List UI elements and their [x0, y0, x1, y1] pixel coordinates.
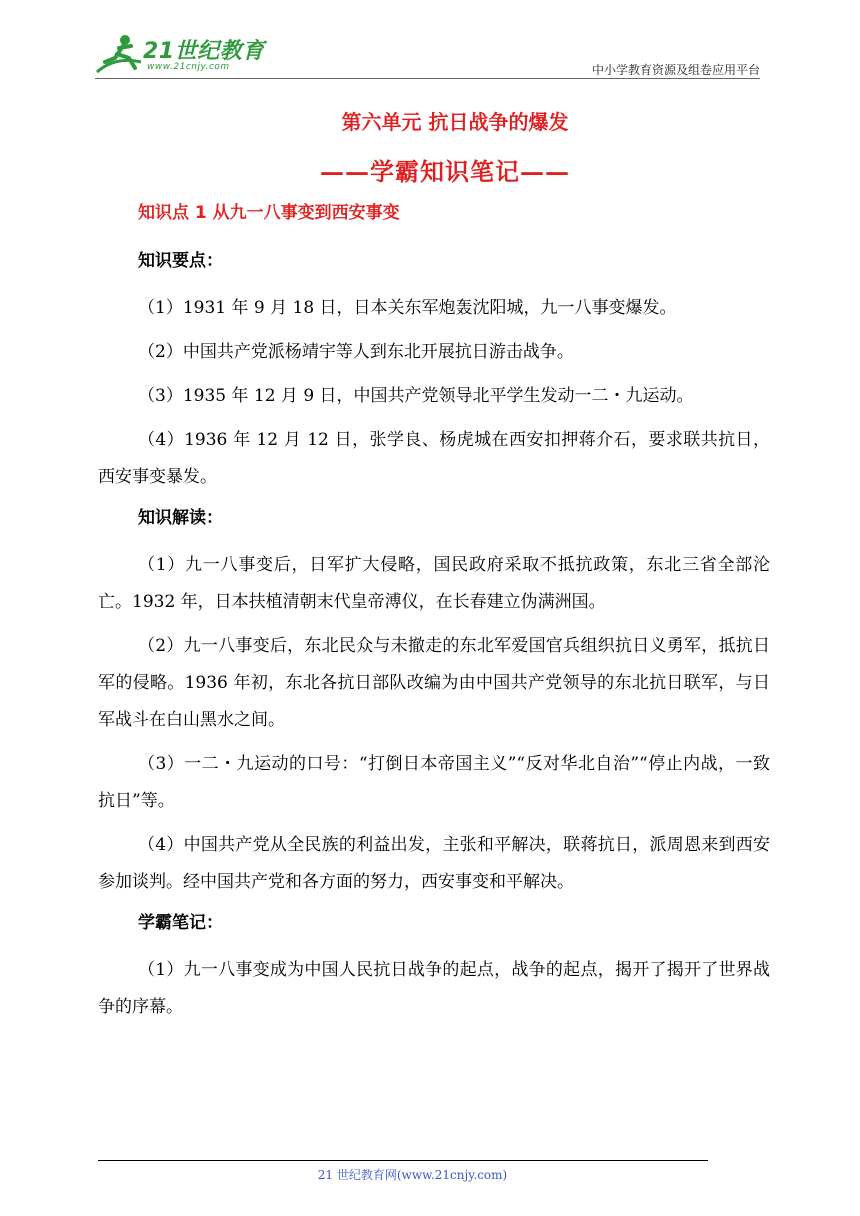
- paragraph: （4）1936 年 12 月 12 日，张学良、杨虎城在西安扣押蒋介石，要求联共抗日，西安事变暴发。: [98, 430, 770, 487]
- document-body: [98, 198, 770, 1033]
- section-key-points: [98, 246, 770, 496]
- paragraph: （2）九一八事变后，东北民众与未撤走的东北军爱国官兵组织抗日义勇军，抵抗日军的侵略。1936 年初，东北各抗日部队改编为由中国共产党领导的东北抗日联军，与日军战斗在白山黑水之间。: [98, 636, 770, 730]
- paragraph: （1）九一八事变后，日军扩大侵略，国民政府采取不抵抗政策，东北三省全部沦亡。1932 年，日本扶植清朝末代皇帝溥仪，在长春建立伪满洲国。: [98, 555, 770, 612]
- logo-url: www.21cnjy.com: [147, 62, 230, 72]
- page-header: [95, 28, 760, 80]
- paragraph: （1）1931 年 9 月 18 日，日本关东军炮轰沈阳城，九一八事变爆发。: [138, 298, 677, 318]
- paragraph: （3）1935 年 12 月 9 日，中国共产党领导北平学生发动一二・九运动。: [138, 386, 694, 406]
- page-title: 第六单元 抗日战争的爆发: [341, 110, 569, 134]
- section-interpretation: [98, 503, 770, 901]
- paragraph: （1）九一八事变成为中国人民抗日战争的起点，战争的起点，揭开了揭开了世界战争的序幕。: [98, 960, 770, 1017]
- logo-text: 21世纪教育: [143, 39, 265, 64]
- paragraph: （2）中国共产党派杨靖宇等人到东北开展抗日游击战争。: [138, 342, 574, 362]
- runner-logo-icon: [95, 32, 145, 76]
- section-heading: 知识要点：: [138, 251, 223, 271]
- header-divider: [95, 78, 760, 79]
- knowledge-point-title: 知识点 1 从九一八事变到西安事变: [138, 203, 400, 223]
- platform-tagline: 中小学教育资源及组卷应用平台: [591, 63, 760, 77]
- section-notes: [98, 908, 770, 1026]
- logo: [95, 28, 265, 78]
- section-heading: 学霸笔记：: [138, 913, 223, 933]
- page-footer[interactable]: 21 世纪教育网(www.21cnjy.com): [317, 1168, 508, 1182]
- page-subtitle: ——学霸知识笔记——: [320, 157, 570, 186]
- section-heading: 知识解读：: [138, 508, 223, 528]
- footer-divider: [98, 1160, 708, 1161]
- paragraph: （4）中国共产党从全民族的利益出发，主张和平解决，联蒋抗日，派周恩来到西安参加谈判。经中国共产党和各方面的努力，西安事变和平解决。: [98, 835, 770, 892]
- paragraph: （3）一二・九运动的口号：“打倒日本帝国主义”“反对华北自治”“停止内战，一致抗日”等。: [98, 754, 770, 811]
